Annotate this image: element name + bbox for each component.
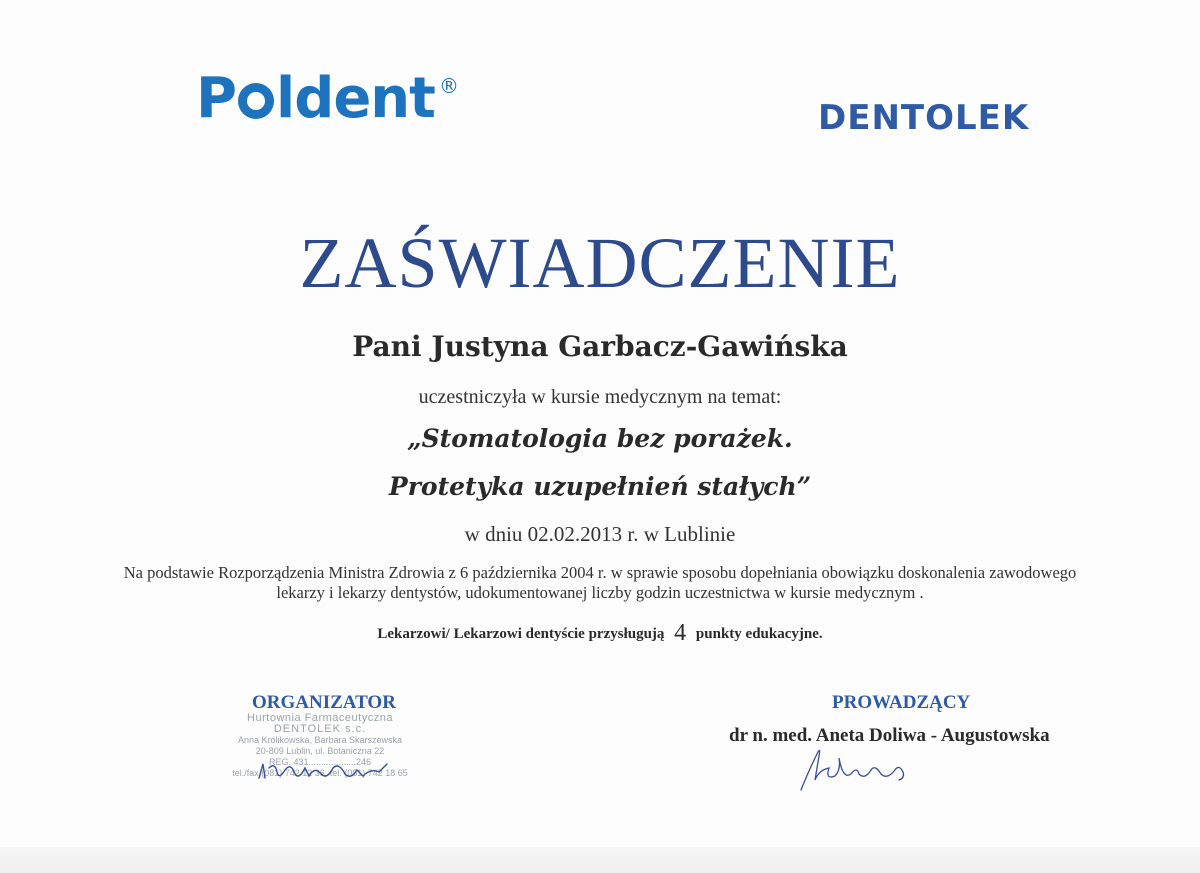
course-topic-line-2: Protetyka uzupełnień stałych” <box>388 472 812 501</box>
registered-trademark-mark: ® <box>438 74 458 98</box>
stamp-line-2: DENTOLEK s.c. <box>273 723 367 735</box>
organizer-signature <box>255 758 395 786</box>
course-date: w dniu 02.02.2013 r. w Lublinie <box>464 522 736 546</box>
certificate-title: ZAŚWIADCZENIE <box>299 223 901 303</box>
points-text-before: Lekarzowi/ Lekarzowi dentyście przysługują <box>377 626 665 642</box>
poldent-logo <box>196 66 458 131</box>
education-points <box>0 620 1200 647</box>
lecturer-signature <box>795 740 915 794</box>
dentolek-logo: DENTOLEK <box>818 98 1030 138</box>
organizer-label: ORGANIZATOR <box>252 692 396 713</box>
scan-bottom-edge <box>0 847 1200 873</box>
legal-basis-line-2: lekarzy i lekarzy dentystów, udokumentowanej liczby godzin uczestnictwa w kursie medycznym . <box>276 583 924 602</box>
recipient-name: Pani Justyna Garbacz-Gawińska <box>352 330 848 363</box>
lecturer-signature-stroke <box>801 750 904 790</box>
stamp-line-4: 20-809 Lublin, ul. Botaniczna 22 <box>255 746 385 756</box>
stamp-line-6: tel./fax (081) 742 12 36, tel. (081) 742 18 65 <box>232 768 408 778</box>
organizer-signature-stroke <box>259 764 387 778</box>
poldent-logo-text-start: P <box>196 66 237 131</box>
stamp-line-5: REG. 431...................246 <box>268 757 372 767</box>
course-topic-line-1: „Stomatologia bez porażek. <box>407 424 793 453</box>
points-text-after: punkty edukacyjne. <box>695 626 823 642</box>
participation-statement: uczestniczyła w kursie medycznym na temat: <box>418 386 782 408</box>
poldent-logo-text-end: ldent <box>276 66 435 131</box>
lecturer-name: dr n. med. Aneta Doliwa - Augustowska <box>729 725 1050 746</box>
poldent-logo-o-mark <box>238 83 274 119</box>
legal-basis-line-1: Na podstawie Rozporządzenia Ministra Zdrowia z 6 października 2004 r. w sprawie sposobu dopełniania obowiązku doskonalenia zawodowego <box>123 563 1077 582</box>
points-value: 4 <box>674 620 687 646</box>
lecturer-label: PROWADZĄCY <box>832 692 971 713</box>
stamp-line-1: Hurtownia Farmaceutyczna <box>247 712 393 724</box>
stamp-line-3: Anna Królikowska, Barbara Skarszewska <box>237 735 403 745</box>
